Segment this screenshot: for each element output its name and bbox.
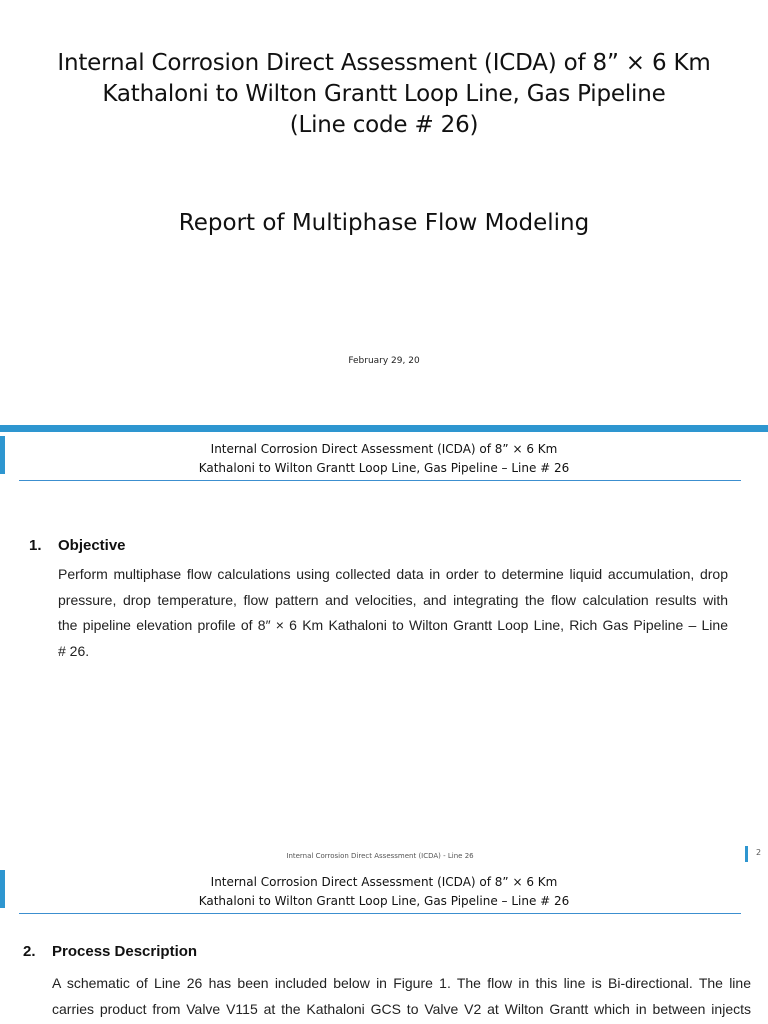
cover-subtitle: Report of Multiphase Flow Modeling: [178, 210, 590, 236]
section-heading-process-description: [23, 943, 197, 960]
page-footer: Internal Corrosion Direct Assessment (ICDA) - Line 26: [286, 852, 474, 860]
page-header-line-1: Internal Corrosion Direct Assessment (ICDA) of 8” × 6 Km: [210, 875, 558, 889]
page-header-rule: [19, 480, 741, 481]
page-number-accent: [745, 846, 748, 862]
page-number: 2: [756, 848, 762, 857]
cover-title: [0, 48, 768, 141]
section-title: Process Description: [52, 943, 198, 960]
paragraph-line: carries product from Valve V115 at the Kathaloni GCS to Valve V2 at Wilton Grantt which in between injects: [52, 1000, 751, 1017]
process-description-paragraph: [52, 971, 751, 1022]
page-header-line-2: Kathaloni to Wilton Grantt Loop Line, Gas Pipeline – Line # 26: [198, 461, 570, 475]
page-separator: [0, 425, 768, 432]
cover-title-line-1: Internal Corrosion Direct Assessment (ICDA) of 8” × 6 Km: [57, 50, 711, 76]
objective-paragraph: [58, 562, 728, 664]
paragraph-line: the pipeline elevation profile of 8″ × 6 Km Kathaloni to Wilton Grantt Loop Line, Rich Gas Pipeline – Line: [58, 617, 728, 633]
page-header-line-2: Kathaloni to Wilton Grantt Loop Line, Gas Pipeline – Line # 26: [198, 894, 570, 908]
page-header: [0, 873, 768, 911]
paragraph-line: # 26.: [58, 642, 90, 659]
paragraph-line: A schematic of Line 26 has been included below in Figure 1. The flow in this line is Bi-directional. The line: [52, 975, 751, 991]
paragraph-line: pressure, drop temperature, flow pattern and velocities, and integrating the flow calculation results with: [58, 591, 728, 608]
section-number: 1.: [29, 537, 42, 554]
section-heading-objective: [29, 537, 126, 554]
section-number: 2.: [23, 943, 36, 960]
page-header: [0, 440, 768, 478]
cover-date: February 29, 20: [348, 356, 420, 366]
section-title: Objective: [58, 537, 126, 554]
cover-title-line-2: Kathaloni to Wilton Grantt Loop Line, Gas Pipeline: [102, 81, 666, 107]
page-header-line-1: Internal Corrosion Direct Assessment (ICDA) of 8” × 6 Km: [210, 442, 558, 456]
cover-title-line-3: (Line code # 26): [289, 112, 479, 138]
page-header-rule: [19, 913, 741, 914]
paragraph-line: Perform multiphase flow calculations using collected data in order to determine liquid accumulation, drop: [58, 566, 728, 582]
